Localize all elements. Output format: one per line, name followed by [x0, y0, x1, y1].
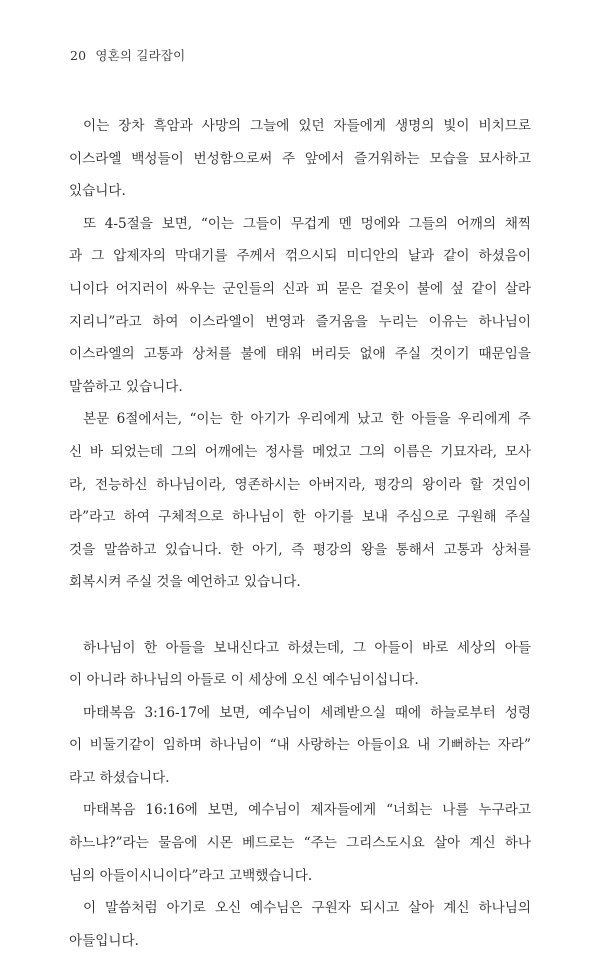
text-line: 과 그 압제자의 막대기를 주께서 꺾으시되 미디안의 날과 같이 하셨음이	[69, 248, 531, 265]
text-line: 있습니다.	[69, 183, 126, 200]
text-line: 이 말씀처럼 아기로 오신 예수님은 구원자 되시고 살아 계신 하나님의	[83, 900, 531, 917]
paragraph	[69, 697, 531, 795]
book-title: 영혼의 길라잡이	[95, 48, 186, 63]
text-line: 니이다 어지러이 싸우는 군인들의 신과 피 묻은 겉옷이 불에 섶 같이 살라	[69, 280, 531, 297]
text-line: 이는 장차 흑암과 사망의 그늘에 있던 자들에게 생명의 빛이 비치므로	[83, 118, 531, 134]
text-line: 이스라엘 백성들이 번성함으로써 주 앞에서 즐거워하는 모습을 묘사하고	[69, 150, 531, 167]
text-line: 마태복음 3:16-17에 보면, 예수님이 세례받으실 때에 하늘로부터 성령	[83, 704, 531, 721]
text-line: 회복시켜 주실 것을 예언하고 있습니다.	[69, 574, 301, 591]
text-line: 하나님이 한 아들을 보내신다고 하셨는데, 그 아들이 바로 세상의 아들	[83, 639, 531, 656]
text-line: 아들입니다.	[69, 932, 139, 949]
text-line: 지리니”라고 하여 이스라엘이 번영과 즐거움을 누리는 이유는 하나님이	[69, 313, 531, 330]
text-line: 신 바 되었는데 그의 어깨에는 정사를 메었고 그의 이름은 기묘자라, 모사	[69, 443, 531, 460]
paragraph	[69, 632, 531, 697]
text-line: 본문 6절에서는, “이는 한 아기가 우리에게 났고 한 아들을 우리에게 주	[83, 411, 531, 428]
running-header	[70, 46, 185, 64]
body-text	[69, 110, 531, 957]
text-line: 것을 말씀하고 있습니다. 한 아기, 즉 평강의 왕을 통해서 고통과 상처를	[69, 541, 531, 558]
page-number: 20	[70, 48, 87, 63]
text-line: 또 4-5절을 보면, “이는 그들이 무겁게 멘 멍에와 그들의 어깨의 채찍	[83, 215, 531, 232]
text-line: 라, 전능하신 하나님이라, 영존하시는 아버지라, 평강의 왕이라 할 것임이	[69, 476, 531, 493]
text-line: 님의 아들이시니이다”라고 고백했습니다.	[69, 867, 313, 884]
paragraph	[69, 403, 531, 599]
text-line: 라고 하셨습니다.	[69, 769, 170, 786]
text-line: 말씀하고 있습니다.	[69, 378, 183, 395]
text-line: 마태복음 16:16에 보면, 예수님이 제자들에게 “너희는 나를 누구라고	[83, 802, 531, 819]
paragraph	[69, 892, 531, 957]
paragraph	[69, 208, 531, 404]
text-line: 이 아니라 하나님의 아들로 이 세상에 오신 예수님이십니다.	[69, 672, 419, 689]
section-break	[69, 599, 531, 632]
text-line: 이스라엘의 고통과 상처를 불에 태워 버리듯 없애 주실 것이기 때문임을	[69, 346, 531, 363]
text-line: 하느냐?”라는 물음에 시몬 베드로는 “주는 그리스도시요 살아 계신 하나	[69, 835, 531, 852]
text-line: 이 비둘기같이 임하며 하나님이 “내 사랑하는 아들이요 내 기뻐하는 자라”	[69, 737, 531, 754]
paragraph	[69, 110, 531, 208]
text-line: 라”라고 하여 구체적으로 하나님이 한 아기를 보내 주심으로 구원해 주실	[69, 509, 531, 526]
